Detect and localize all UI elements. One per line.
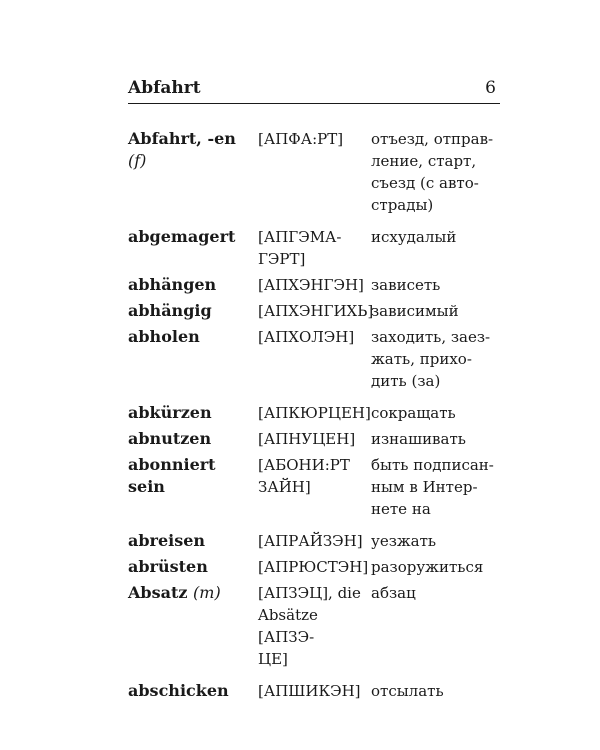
pronunciation (258, 556, 371, 578)
translation (371, 300, 506, 322)
translation-line: отъезд, отправ- (371, 130, 494, 148)
headword-text: abreisen (128, 531, 206, 550)
pronunciation-line: [АПХЭНГИХЬ] (258, 302, 374, 320)
translation-line: ным в Интер- (371, 478, 478, 496)
pronunciation (258, 128, 371, 216)
headword-text: abholen (128, 327, 200, 346)
translation-line: съезд (с авто- (371, 174, 479, 192)
pronunciation-line: [АПНУЦЕН] (258, 430, 356, 448)
headword (128, 428, 258, 450)
header-rule (128, 103, 500, 104)
pronunciation (258, 326, 371, 392)
headword (128, 326, 258, 392)
translation (371, 454, 506, 520)
headword-text: Abfahrt, -en (128, 129, 236, 148)
entry-row (128, 582, 508, 670)
entry-row (128, 128, 508, 216)
headword (128, 226, 258, 270)
entry-row (128, 680, 508, 702)
headword-text: abhängig (128, 301, 212, 320)
translation-line: жать, прихо- (371, 350, 472, 368)
running-head: Abfahrt (128, 78, 201, 98)
translation-line: зависеть (371, 276, 441, 294)
entry-row (128, 274, 508, 296)
translation (371, 226, 506, 270)
pronunciation-line: [АПКЮРЦЕН] (258, 404, 371, 422)
translation-line: исхудалый (371, 228, 457, 246)
translation (371, 680, 506, 702)
headword-text: abhängen (128, 275, 217, 294)
translation (371, 128, 506, 216)
headword (128, 274, 258, 296)
entry-row (128, 556, 508, 578)
dictionary-entries (128, 128, 508, 702)
entry-row (128, 300, 508, 322)
translation-line: зависимый (371, 302, 459, 320)
translation (371, 582, 506, 670)
headword (128, 530, 258, 552)
pronunciation-line: [АПГЭМА- (258, 228, 342, 246)
pronunciation-line: [АПРЮСТЭН] (258, 558, 369, 576)
translation-line: разоружиться (371, 558, 484, 576)
translation (371, 326, 506, 392)
translation (371, 530, 506, 552)
entry-row (128, 226, 508, 270)
translation-line: уезжать (371, 532, 437, 550)
page-number: 6 (485, 78, 496, 98)
pronunciation (258, 530, 371, 552)
translation-line: заходить, заез- (371, 328, 491, 346)
pronunciation (258, 454, 371, 520)
entry-row (128, 326, 508, 392)
headword-text: abgemagert (128, 227, 236, 246)
translation-line: нете на (371, 500, 431, 518)
headword (128, 556, 258, 578)
translation (371, 428, 506, 450)
translation-line: изнашивать (371, 430, 466, 448)
entry-row (128, 454, 508, 520)
entry-row (128, 530, 508, 552)
pronunciation (258, 274, 371, 296)
pronunciation (258, 582, 371, 670)
pronunciation-line: [АБОНИ:РТ (258, 456, 350, 474)
entry-row (128, 402, 508, 424)
translation-line: ление, старт, (371, 152, 477, 170)
headword-text: abnutzen (128, 429, 212, 448)
translation (371, 274, 506, 296)
translation-line: сокращать (371, 404, 456, 422)
gender-marker: (m) (193, 583, 221, 602)
headword (128, 582, 258, 670)
entry-row (128, 428, 508, 450)
translation-line: абзац (371, 584, 416, 602)
pronunciation (258, 402, 371, 424)
translation-line: дить (за) (371, 372, 441, 390)
pronunciation (258, 300, 374, 322)
headword-text: abkürzen (128, 403, 212, 422)
pronunciation-line: ЗАЙН] (258, 478, 311, 496)
pronunciation-line: Absätze [АПЗЭ- (258, 606, 318, 646)
pronunciation-line: ЦЕ] (258, 650, 288, 668)
pronunciation (258, 226, 371, 270)
translation (371, 556, 506, 578)
pronunciation-line: [АПХЭНГЭН] (258, 276, 364, 294)
headword-text: Absatz (128, 583, 188, 602)
headword-text: abonniert sein (128, 455, 216, 496)
headword (128, 128, 258, 216)
translation-line: страды) (371, 196, 434, 214)
pronunciation-line: [АПФА:РТ] (258, 130, 344, 148)
headword (128, 454, 258, 520)
translation-line: быть подписан- (371, 456, 494, 474)
pronunciation (258, 428, 371, 450)
translation-line: отсылать (371, 682, 444, 700)
headword (128, 402, 258, 424)
pronunciation-line: ГЭРТ] (258, 250, 306, 268)
page-header (128, 78, 500, 102)
pronunciation-line: [АПХОЛЭН] (258, 328, 355, 346)
pronunciation-line: [АПШИКЭН] (258, 682, 361, 700)
translation (371, 402, 506, 424)
headword (128, 300, 258, 322)
pronunciation-line: [АПРАЙЗЭН] (258, 532, 363, 550)
headword (128, 680, 258, 702)
headword-text: abschicken (128, 681, 229, 700)
pronunciation (258, 680, 371, 702)
headword-text: abrüsten (128, 557, 208, 576)
pronunciation-line: [АПЗЭЦ], die (258, 584, 361, 602)
gender-marker: (f) (128, 151, 147, 170)
